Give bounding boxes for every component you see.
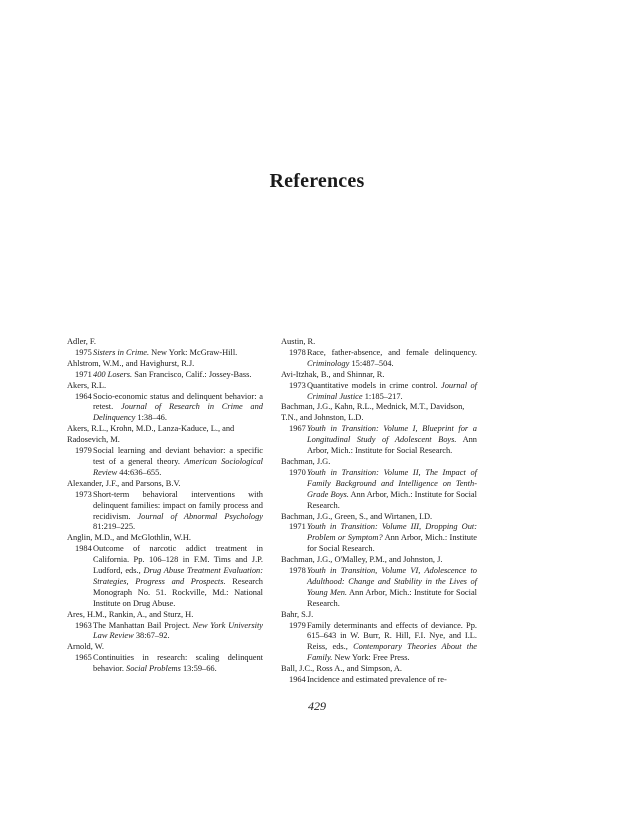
reference-entry [67,348,263,359]
reference-title: Drug Abuse Treatment Evaluation: Strategies, Progress and Prospects. [93,566,263,586]
reference-author: Akers, R.L., Krohn, M.D., Lanza-Kaduce, L., and Radosevich, M. [67,424,235,445]
reference-year: 1963 [75,620,92,630]
reference-text: Research Monograph No. 51. Rockville, Md.: National Institute on Drug Abuse. [93,576,263,608]
reference-author: Ahlstrom, W.M., and Havighurst, R.J. [67,358,195,368]
reference-entry [67,490,263,534]
reference-text: Family determinants and effects of deviance. Pp. 615–643 in W. Burr, R. Hill, F.I. Nye, and I.L. Reiss, eds., [307,620,477,652]
reference-entry [67,392,263,425]
reference-author: Anglin, M.D., and McGlothlin, W.H. [67,533,191,543]
reference-text: Socio-economic status and delinquent behavior: a retest. [93,391,263,412]
reference-text: Ann Arbor, Mich.: Institute for Social Research. [307,533,477,554]
reference-title: Journal of Criminal Justice [307,380,477,401]
reference-text: San Francisco, Calif.: Jossey-Bass. [132,369,252,379]
reference-year: 1979 [75,446,92,456]
reference-year: 1973 [289,380,306,390]
reference-year: 1978 [289,347,306,357]
reference-text: Outcome of narcotic addict treatment in California. Pp. 106–128 in F.M. Tims and J.P. Ludford, eds., [93,544,263,576]
reference-title: Criminology [307,358,350,368]
reference-text: 15:487–504. [349,358,394,368]
reference-text: New York: McGraw-Hill. [149,347,238,357]
reference-author: Bachman, J.G., Kahn, R.L., Mednick, M.T., Davidson, T.N., and Johnston, L.D. [281,402,465,423]
reference-year: 1979 [289,620,306,630]
reference-author: Alexander, J.F., and Parsons, B.V. [67,478,181,488]
reference-title: Youth in Transition: Volume III, Dropping Out: Problem or Symptom? [307,522,477,543]
reference-title: 400 Losers. [93,369,133,379]
reference-year: 1965 [75,653,92,663]
reference-text: Race, father-absence, and female delinquency. [307,347,477,357]
reference-text: 13:59–66. [180,664,217,674]
reference-year: 1964 [289,675,306,685]
reference-entry [281,621,477,665]
reference-text: New York: Free Press. [332,653,410,663]
reference-text: Ann Arbor, Mich.: Institute for Social Research. [307,489,477,510]
reference-text: Ann Arbor, Mich.: Institute for Social Research. [307,435,477,456]
reference-entry [281,348,477,370]
reference-text: Quantitative models in crime control. [307,380,442,390]
reference-entry [281,424,477,457]
reference-author: Bachman, J.G. [281,456,331,466]
page-number: 429 [308,699,326,713]
reference-text: 81:219–225. [93,522,136,532]
reference-author: Avi-Itzhak, B., and Shinnar, R. [281,369,385,379]
reference-entry [281,381,477,403]
reference-year: 1978 [289,566,306,576]
reference-author: Akers, R.L. [67,380,107,390]
reference-author: Bachman, J.G., O'Malley, P.M., and Johnston, J. [281,555,443,565]
reference-title: Sisters in Crime. [93,347,150,357]
reference-author: Adler, F. [67,337,96,346]
reference-entry [67,621,263,643]
references-right-column [281,337,477,686]
reference-text: 38:67–92. [133,631,170,641]
reference-entry [67,370,263,381]
reference-author: Ball, J.C., Ross A., and Simpson, A. [281,664,402,674]
reference-entry [67,544,263,609]
reference-title: Journal of Research in Crime and Delinquency [93,402,263,423]
reference-text: Short-term behavioral interventions with delinquent families: impact on family process and recidivism. [93,489,263,521]
references-left-column [67,337,263,675]
reference-entry [281,468,477,512]
reference-author: Bahr, S.J. [281,609,314,619]
reference-author: Bachman, J.G., Green, S., and Wirtanen, I.D. [281,511,433,521]
reference-title: Contemporary Theories About the Family. [307,642,478,663]
reference-title: Social Problems [126,664,181,674]
reference-year: 1984 [75,544,92,554]
reference-text: Continuities in research: scaling delinquent behavior. [93,653,263,674]
page-title: References [269,170,365,192]
reference-year: 1971 [289,522,306,532]
reference-author: Arnold, W. [67,642,104,652]
reference-entry [281,675,477,686]
reference-author: Austin, R. [281,337,316,346]
reference-year: 1964 [75,391,92,401]
reference-text: 1:185–217. [362,391,403,401]
reference-title: Youth in Transition, Volume VI, Adolescence to Adulthood: Change and Stability in the Lives of Young Men. [307,566,477,597]
reference-year: 1967 [289,424,306,434]
reference-title: Journal of Abnormal Psychology [137,511,263,521]
reference-text: 1:38–46. [135,413,167,423]
reference-entry [67,446,263,479]
reference-entry [67,653,263,675]
reference-author: Ares, H.M., Rankin, A., and Sturz, H. [67,609,194,619]
reference-year: 1971 [75,369,92,379]
reference-text: Social learning and deviant behavior: a specific test of a general theory. [93,446,263,466]
reference-text: 44:636–655. [117,467,162,477]
reference-text: Ann Arbor, Mich.: Institute for Social Research. [307,587,477,608]
reference-year: 1973 [75,489,92,499]
reference-title: American Sociological Review [93,456,263,477]
reference-entry [281,522,477,555]
reference-text: The Manhattan Bail Project. [93,620,193,630]
reference-entry [281,566,477,610]
reference-title: New York University Law Review [93,620,264,641]
reference-year: 1970 [289,467,306,477]
reference-title: Youth in Transition: Volume II, The Impact of Family Background and Intelligence on Tenth-Grade Boys. [307,467,477,499]
reference-year: 1975 [75,347,92,357]
reference-title: Youth in Transition: Volume I, Blueprint for a Longitudinal Study of Adolescent Boys. [307,424,477,445]
reference-text: Incidence and estimated prevalence of re- [307,675,447,685]
